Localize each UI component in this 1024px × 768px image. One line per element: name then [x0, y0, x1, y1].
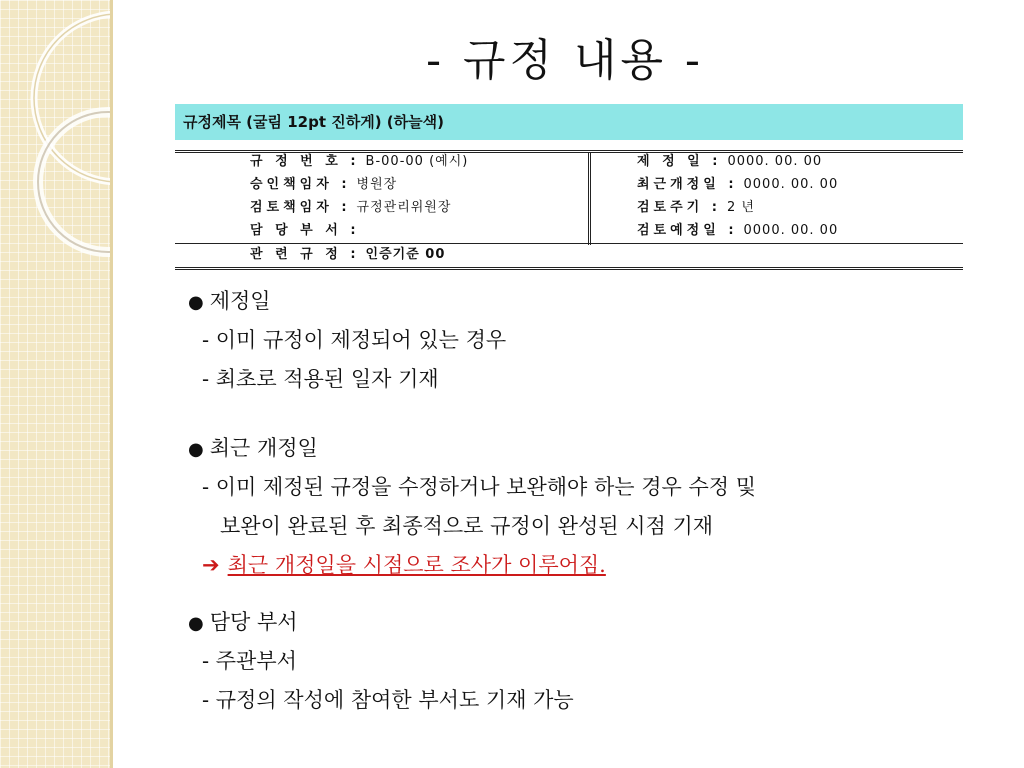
bullet-icon: ●	[188, 439, 204, 460]
form-header: 규정제목 (굴림 12pt 진하게) (하늘색)	[175, 104, 963, 140]
form-label: 담 당 부 서 :	[250, 223, 360, 238]
form-label: 검토주기 :	[637, 200, 721, 215]
regulation-form	[175, 104, 963, 270]
section-line: 보완이 완료된 후 최종적으로 규정이 완성된 시점 기재	[220, 514, 714, 538]
form-label: 관 련 규 정 :	[250, 247, 360, 262]
section-line: - 이미 제정된 규정을 수정하거나 보완해야 하는 경우 수정 및	[202, 475, 757, 499]
section-heading-text: 최근 개정일	[209, 436, 318, 460]
form-value: 0000. 00. 00	[727, 154, 823, 169]
spacer	[188, 585, 978, 603]
form-label: 규 정 번 호 :	[250, 154, 360, 169]
form-row-revised	[637, 174, 838, 196]
section-line: - 규정의 작성에 참여한 부서도 기재 가능	[202, 688, 574, 712]
arrow-right-icon: ➔	[202, 553, 220, 577]
decorative-sidebar	[0, 0, 113, 768]
emphasis-line	[188, 546, 978, 585]
form-value: 인증기준 00	[365, 247, 446, 262]
form-label: 최근개정일 :	[637, 177, 738, 192]
form-row-related	[250, 244, 445, 266]
form-row-enacted	[637, 151, 822, 173]
form-value: 규정관리위원장	[356, 200, 452, 215]
form-label: 제 정 일 :	[637, 154, 722, 169]
form-label: 검토책임자 :	[250, 200, 351, 215]
form-label: 검토예정일 :	[637, 223, 738, 238]
form-row-next-review	[637, 220, 838, 242]
section-line: - 이미 규정이 제정되어 있는 경우	[202, 328, 507, 352]
form-value: 병원장	[356, 177, 398, 192]
emphasis-text: 최근 개정일을 시점으로 조사가 이루어짐.	[227, 553, 606, 577]
section-heading-text: 제정일	[209, 289, 271, 313]
form-bottom-rule	[175, 267, 963, 270]
section-heading	[188, 603, 978, 642]
form-divider	[588, 152, 591, 245]
bullet-icon: ●	[188, 613, 204, 634]
section-heading	[188, 429, 978, 468]
section-line: - 최초로 적용된 일자 기재	[202, 367, 439, 391]
decorative-rings	[0, 0, 113, 768]
slide-title: - 규정 내용 -	[426, 35, 704, 86]
form-value: 0000. 00. 00	[743, 223, 839, 238]
spacer	[188, 399, 978, 429]
section-heading-text: 담당 부서	[209, 610, 298, 634]
form-value: 2 년	[726, 200, 755, 215]
form-row-reviewer	[250, 197, 451, 219]
form-row-review-cycle	[637, 197, 755, 219]
section-line: - 주관부서	[202, 649, 297, 673]
form-label: 승인책임자 :	[250, 177, 351, 192]
explanation-body	[188, 282, 978, 720]
form-value: B-00-00 (예시)	[365, 154, 469, 169]
form-value: 0000. 00. 00	[743, 177, 839, 192]
form-row-approver	[250, 174, 397, 196]
bullet-icon: ●	[188, 292, 204, 313]
section-heading	[188, 282, 978, 321]
form-row-department	[250, 220, 366, 242]
form-row-number	[250, 151, 468, 173]
